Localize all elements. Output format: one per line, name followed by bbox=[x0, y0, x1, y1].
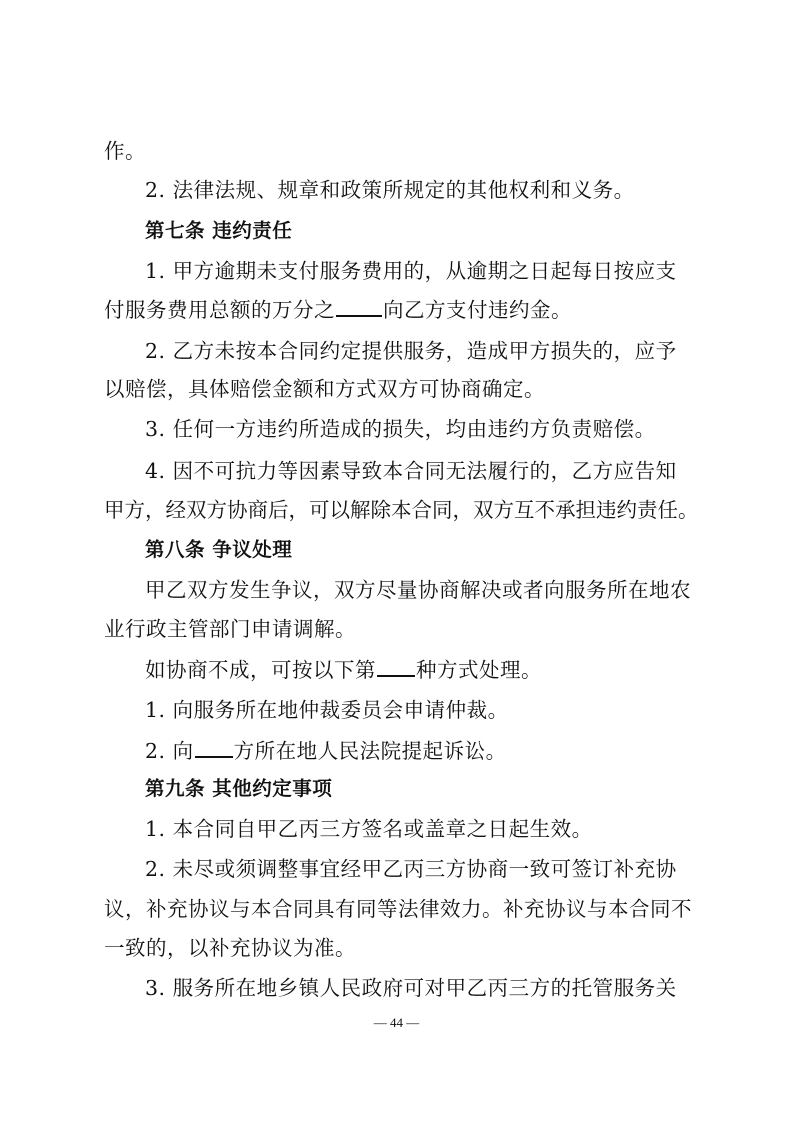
text-line bbox=[145, 740, 507, 762]
fill-in-blank bbox=[336, 299, 382, 317]
text-line: 议，补充协议与本合同具有同等法律效力。补充协议与本合同不 bbox=[104, 897, 692, 921]
text-line: 1. 本合同自甲乙丙三方签名或盖章之日起生效。 bbox=[145, 817, 593, 841]
text-line: 甲方，经双方协商后，可以解除本合同，双方互不承担违约责任。 bbox=[104, 498, 699, 522]
text-segment: 方所在地人民法院提起诉讼。 bbox=[233, 739, 507, 763]
fill-in-blank bbox=[195, 740, 233, 758]
text-segment: 2. 向 bbox=[145, 739, 194, 763]
text-line: 4. 因不可抗力等因素导致本合同无法履行的，乙方应告知 bbox=[145, 459, 677, 483]
article-8-heading: 第八条 争议处理 bbox=[145, 538, 293, 561]
text-segment: 如协商不成，可按以下第 bbox=[145, 658, 376, 682]
text-line bbox=[104, 299, 572, 321]
text-line: 3. 服务所在地乡镇人民政府可对甲乙丙三方的托管服务关 bbox=[145, 976, 677, 1000]
text-line bbox=[145, 659, 542, 681]
text-line: 甲乙双方发生争议，双方尽量协商解决或者向服务所在地农 bbox=[145, 578, 691, 602]
article-7-heading: 第七条 违约责任 bbox=[145, 219, 293, 242]
text-segment: 种方式处理。 bbox=[416, 658, 542, 682]
article-9-heading: 第九条 其他约定事项 bbox=[145, 777, 333, 800]
text-line: 2. 乙方未按本合同约定提供服务，造成甲方损失的，应予 bbox=[145, 339, 677, 363]
page-number: — 44 — bbox=[373, 1015, 420, 1030]
text-segment: 向乙方支付违约金。 bbox=[383, 298, 572, 322]
text-line: 作。 bbox=[104, 139, 146, 163]
text-line: 1. 向服务所在地仲裁委员会申请仲裁。 bbox=[145, 698, 509, 722]
text-line: 2. 未尽或须调整事宜经甲乙丙三方协商一致可签订补充协 bbox=[145, 857, 677, 881]
text-segment: 付服务费用总额的万分之 bbox=[104, 298, 335, 322]
text-line: 一致的，以补充协议为准。 bbox=[104, 936, 356, 960]
text-line: 2. 法律法规、规章和政策所规定的其他权利和义务。 bbox=[145, 178, 635, 202]
text-line: 业行政主管部门申请调解。 bbox=[104, 617, 356, 641]
text-line: 以赔偿，具体赔偿金额和方式双方可协商确定。 bbox=[104, 377, 545, 401]
text-line: 3. 任何一方违约所造成的损失，均由违约方负责赔偿。 bbox=[145, 417, 656, 441]
fill-in-blank bbox=[377, 659, 415, 677]
text-line: 1. 甲方逾期未支付服务费用的，从逾期之日起每日按应支 bbox=[145, 259, 677, 283]
